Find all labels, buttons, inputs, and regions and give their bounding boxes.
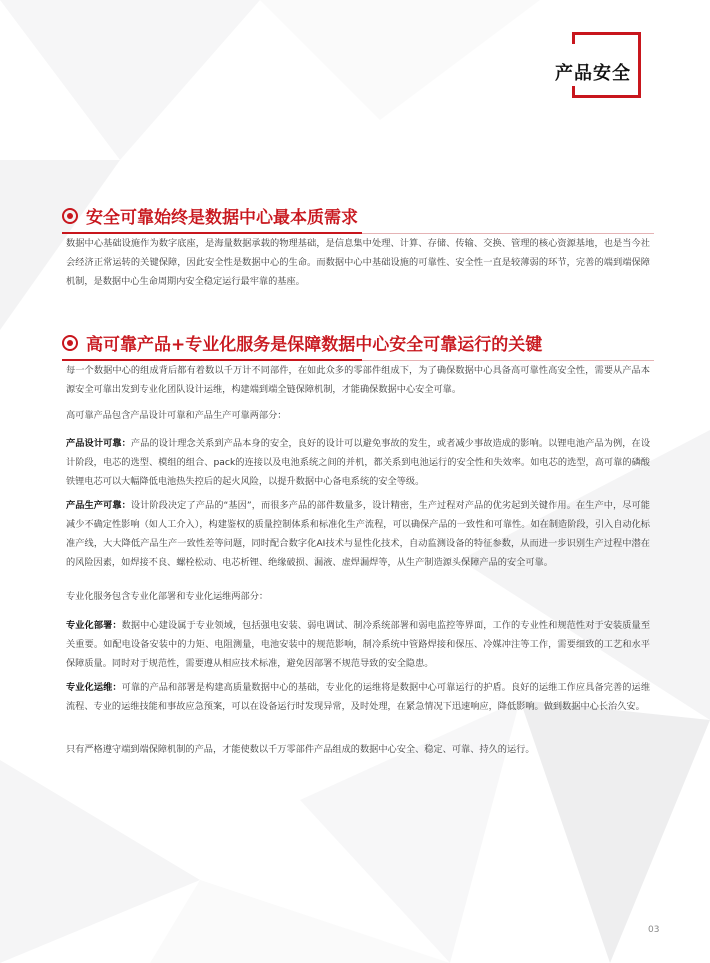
ops-label: 专业化运维： [66,682,122,693]
production-label: 产品生产可靠： [66,500,131,511]
ops-text: 可靠的产品和部署是构建高质量数据中心的基础，专业化的运维将是数据中心可靠运行的护盾。良好的运维工作应具备完善的运维流程、专业的运维技能和事故应急预案，可以在设备运行时发现异常，及时处理，在紧急情况下迅速响应，降低影响。做到数据中心长治久安。 [66,682,651,712]
deploy-text: 数据中心建设属于专业领域，包括强电安装、弱电调试、制冷系统部署和弱电监控等界面，工作的专业性和规范性对于安装质量至关重要。如配电设备安装中的力矩、电阻测量，电池安装中的规范影响，制冷系统中管路焊接和保压、冷媒冲注等工作，需要细致的工艺和水平保障质量。同时对于规范性，需要遵从相应技术标准，避免因部署不规范导致的安全隐患。 [66,620,651,669]
deploy-label: 专业化部署： [66,620,122,631]
page-number: 03 [648,925,660,935]
production-text: 设计阶段决定了产品的“基因”，而很多产品的部件数量多，设计精密，生产过程对产品的优劣起到关键作用。在生产中，尽可能减少不确定性影响（如人工介入），构建鉴权的质量控制体系和标准化生产流程，可以确保产品的一致性和可靠性。如在制造阶段，引入自动化标准产线，大大降低产品生产一致性差等问题，同时配合数字化AI技术与显性化技术，自动监测设备的特征参数，从而进一步识别生产过程中潜在的风险因素，如焊接不良、螺栓松动、电芯析锂、绝缘破损、漏液、虚焊漏焊等，从生产制造源头保障产品的安全可靠。 [66,500,650,568]
conclusion-paragraph: 只有严格遵守端到端保障机制的产品，才能使数以千万零部件产品组成的数据中心安全、稳定、可靠、持久的运行。 [66,744,535,755]
design-label: 产品设计可靠： [66,438,131,449]
service-intro: 专业化服务包含专业化部署和专业化运维两部分： [66,591,269,602]
production-reliability-paragraph [66,496,650,572]
section-heading-1 [62,203,654,234]
design-reliability-paragraph [66,434,650,491]
section-title: 安全可靠始终是数据中心最本质需求 [86,208,358,228]
section1-paragraph: 数据中心基础设施作为数字底座，是海量数据承载的物理基础，是信息集中处理、计算、存储、传输、交换、管理的核心资源基地，也是当今社会经济正常运转的关键保障，因此安全性是数据中心的生命。而数据中心中基础设施的可靠性、安全性一直是较薄弱的环节，完善的端到端保障机制，是数据中心生命周期内安全稳定运行最牢靠的基座。 [66,238,650,287]
target-icon [62,335,78,351]
product-intro: 高可靠产品包含产品设计可靠和产品生产可靠两部分： [66,410,287,421]
operations-paragraph [66,678,650,716]
deployment-paragraph [66,616,650,673]
section-heading-2 [62,330,654,361]
section-title: 高可靠产品+专业化服务是保障数据中心安全可靠运行的关键 [86,335,543,355]
target-icon [62,208,78,224]
badge-label: 产品安全 [555,63,631,84]
section-badge [549,32,641,98]
section2-intro: 每一个数据中心的组成背后都有着数以千万计不同部件，在如此众多的零部件组成下，为了确保数据中心具备高可靠性高安全性，需要从产品本源安全可靠出发到专业化团队设计运维，构建端到端全链保障机制，才能确保数据中心安全可靠。 [66,365,650,395]
design-text: 产品的设计理念关系到产品本身的安全，良好的设计可以避免事故的发生，或者减少事故造成的影响。以锂电池产品为例，在设计阶段，电芯的选型、模组的组合、pack的连接以及电池系统之间的并机，都关系到电池运行的安全性和失效率。如电芯的选型，高可靠的磷酸铁锂电芯可以大幅降低电池热失控后的起火风险，以提升数据中心备电系统的安全等级。 [66,438,651,487]
